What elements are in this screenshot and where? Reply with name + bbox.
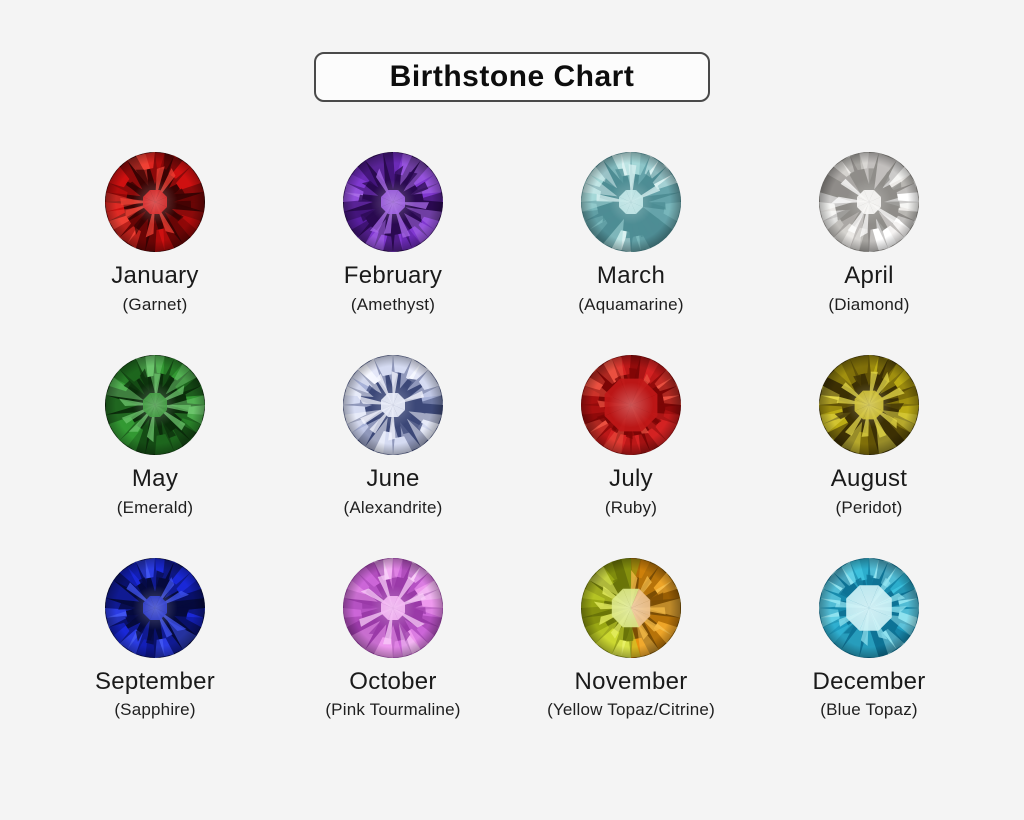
pink-tourmaline-gem-icon xyxy=(343,558,443,658)
ruby-gem-icon xyxy=(581,355,681,455)
birthstone-cell-march xyxy=(512,152,750,315)
birthstone-cell-november xyxy=(512,558,750,721)
blue-topaz-gem-icon xyxy=(819,558,919,658)
page-title: Birthstone Chart xyxy=(389,60,635,93)
stone-label: (Sapphire) xyxy=(114,700,196,720)
stone-label: (Peridot) xyxy=(835,497,903,517)
month-label: August xyxy=(830,464,908,492)
month-label: March xyxy=(596,262,666,289)
birthstone-cell-april xyxy=(750,152,988,315)
stone-label: (Garnet) xyxy=(122,294,188,314)
month-label: November xyxy=(574,667,688,695)
birthstone-cell-june xyxy=(274,355,512,518)
title-box xyxy=(314,52,710,102)
birthstone-cell-july xyxy=(512,355,750,518)
month-label: February xyxy=(343,262,443,289)
stone-label: (Ruby) xyxy=(604,497,658,517)
stone-label: (Alexandrite) xyxy=(343,497,443,517)
diamond-gem-icon xyxy=(819,152,919,252)
stone-label: (Blue Topaz) xyxy=(820,700,918,720)
peridot-gem-icon xyxy=(819,355,919,455)
stone-label: (Amethyst) xyxy=(350,294,436,314)
month-label: January xyxy=(111,262,199,289)
month-label: July xyxy=(609,464,653,492)
birthstone-grid xyxy=(36,152,988,720)
birthstone-cell-october xyxy=(274,558,512,721)
month-label: May xyxy=(131,464,179,492)
stone-label: (Emerald) xyxy=(116,497,194,517)
month-label: September xyxy=(94,667,216,695)
amethyst-gem-icon xyxy=(343,152,443,252)
aquamarine-gem-icon xyxy=(581,152,681,252)
birthstone-cell-may xyxy=(36,355,274,518)
stone-label: (Pink Tourmaline) xyxy=(325,700,461,720)
month-label: April xyxy=(844,262,894,289)
month-label: December xyxy=(812,667,926,695)
garnet-gem-icon xyxy=(105,152,205,252)
stone-label: (Diamond) xyxy=(828,294,910,314)
sapphire-gem-icon xyxy=(105,558,205,658)
month-label: October xyxy=(349,667,437,695)
birthstone-cell-august xyxy=(750,355,988,518)
birthstone-cell-february xyxy=(274,152,512,315)
birthstone-cell-january xyxy=(36,152,274,315)
emerald-gem-icon xyxy=(105,355,205,455)
yellow-topaz-citrine-gem-icon xyxy=(581,558,681,658)
alexandrite-gem-icon xyxy=(343,355,443,455)
birthstone-cell-december xyxy=(750,558,988,721)
stone-label: (Aquamarine) xyxy=(578,294,684,314)
stone-label: (Yellow Topaz/Citrine) xyxy=(547,700,715,720)
birthstone-cell-september xyxy=(36,558,274,721)
month-label: June xyxy=(366,464,420,492)
